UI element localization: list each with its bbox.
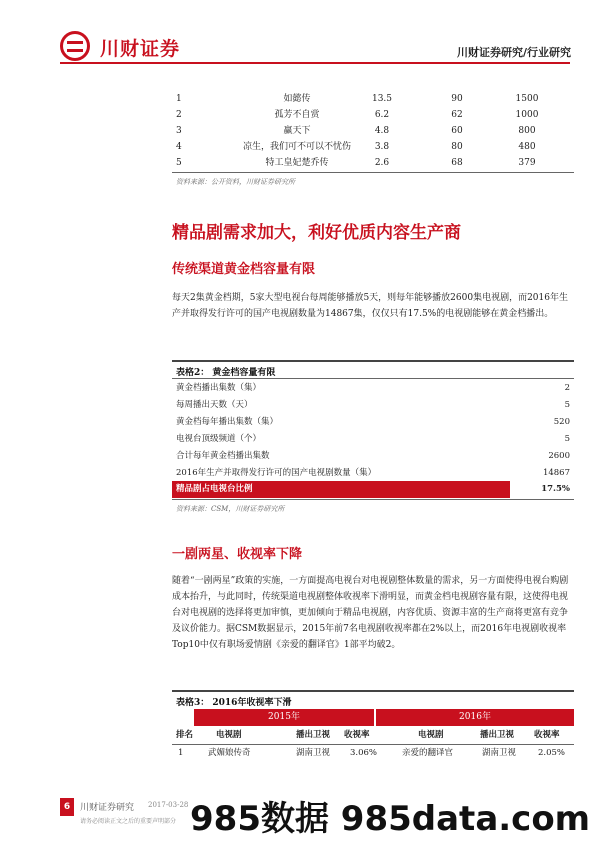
row-label: 黄金档播出集数（集） (176, 383, 262, 393)
row-label: 黄金档每年播出集数（集） (176, 417, 279, 427)
table-title: 表格3： 2016年收视率下滑 (176, 698, 292, 708)
value-cell: 379 (518, 158, 536, 168)
footer-disclaimer: 请务必阅读正文之后的重要声明部分 (80, 818, 177, 825)
title-cell: 特工皇妃楚乔传 (265, 158, 329, 168)
column-header: 收视率 (534, 730, 560, 740)
row-label: 2016年生产并取得发行许可的国产电视剧数量（集） (176, 468, 377, 478)
rating-cell: 2.05% (538, 748, 566, 758)
body-paragraph: 每天2集黄金档期，5家大型电视台每周能够播放5天，则每年能够播放2600集电视剧，而2016年生产并取得发行许可的国产电视剧数量为14867集，仅仅只有17.5%的电视剧能够在黄金档播出。 (172, 293, 568, 319)
highlight-row (172, 481, 574, 498)
title-cell: 凉生，我们可不可以不忧伤 (242, 142, 351, 152)
title-cell: 武媚娘传奇 (208, 748, 251, 758)
footer-brand: 川财证券研究 (80, 803, 135, 813)
value-cell: 68 (451, 158, 463, 168)
title-cell: 亲爱的翻译官 (402, 748, 454, 758)
row-label: 每周播出天数（天） (176, 400, 253, 410)
footer-date: 2017-03-28 (148, 801, 189, 809)
table-row (172, 431, 574, 448)
year-header-2016: 2016年 (376, 709, 574, 726)
value-cell: 90 (451, 94, 463, 104)
report-section-label: 川财证券研究/行业研究 (456, 46, 571, 59)
channel-cell: 湖南卫视 (296, 748, 331, 758)
ranking-table (172, 91, 572, 171)
year-header-2015: 2015年 (194, 709, 374, 726)
table-source-note: 资料来源：公开资料，川财证券研究所 (176, 178, 295, 186)
table-source-note: 资料来源：CSM，川财证券研究所 (176, 505, 285, 513)
table-row (172, 745, 574, 762)
rank-cell: 1 (178, 748, 184, 758)
page-number: 6 (60, 798, 74, 816)
row-label: 合计每年黄金档播出集数 (176, 451, 270, 461)
table-bottom-rule (172, 499, 574, 500)
table-top-rule (172, 360, 574, 362)
subsection-heading: 一剧两星、收视率下降 (172, 547, 303, 562)
table-row (172, 448, 574, 465)
table-title: 表格2： 黄金档容量有限 (176, 368, 276, 378)
table-row (172, 380, 574, 397)
value-cell: 480 (518, 142, 536, 152)
value-cell: 800 (518, 126, 536, 136)
table-row (172, 465, 574, 482)
channel-cell: 湖南卫视 (482, 748, 517, 758)
row-value: 14867 (542, 468, 570, 478)
table-row (172, 414, 574, 431)
value-cell: 1000 (515, 110, 539, 120)
value-cell: 60 (451, 126, 463, 136)
rank-cell: 4 (176, 142, 182, 152)
table-row (172, 155, 572, 171)
table-row (172, 123, 572, 139)
company-logo-text: 川财证券 (100, 38, 181, 60)
header-divider (60, 62, 570, 64)
rank-cell: 2 (176, 110, 182, 120)
row-value: 520 (553, 417, 570, 427)
table-header-rule (172, 378, 574, 379)
value-cell: 6.2 (374, 110, 390, 120)
table-row (172, 91, 572, 107)
table-top-rule (172, 690, 574, 692)
title-cell: 孤芳不自赏 (274, 110, 320, 120)
company-logo-icon (60, 31, 90, 61)
rank-cell: 1 (176, 94, 182, 104)
value-cell: 4.8 (374, 126, 390, 136)
column-header: 播出卫视 (480, 730, 515, 740)
title-cell: 如懿传 (283, 94, 311, 104)
row-value: 5 (564, 434, 570, 444)
row-value: 17.5% (510, 481, 574, 498)
subsection-heading: 传统渠道黄金档容量有限 (172, 262, 316, 277)
rank-cell: 5 (176, 158, 182, 168)
body-paragraph: 随着“一剧两星”政策的实施，一方面提高电视台对电视剧整体数量的需求，另一方面使得电视台购剧成本抬升，与此同时，传统渠道电视剧整体收视率下滑明显，而黄金档电视剧容量有限，这使得电视台对电视剧的选择将更加审慎，更加倾向于精品电视剧，内容优质、资源丰富的生产商将更富有竞争及议价能力。据CSM数据显示，2015年前7名电视剧收视率都在2%以上，而2016年电视剧收视率Top10中仅有职场爱情剧《亲爱的翻译官》1部平均破2。 (172, 576, 569, 650)
row-label: 精品剧占电视台比例 (176, 484, 253, 494)
table-row (172, 397, 574, 414)
section-heading: 精品剧需求加大，利好优质内容生产商 (172, 223, 461, 243)
value-cell: 80 (451, 142, 463, 152)
value-cell: 2.6 (374, 158, 390, 168)
table-header-row (172, 727, 574, 744)
table-row (172, 107, 572, 123)
rank-cell: 3 (176, 126, 182, 136)
row-value: 2600 (548, 451, 570, 461)
value-cell: 13.5 (371, 94, 393, 104)
value-cell: 62 (451, 110, 463, 120)
value-cell: 3.8 (374, 142, 390, 152)
table-row (172, 139, 572, 155)
table-bottom-rule (172, 172, 574, 173)
row-value: 2 (564, 383, 570, 393)
value-cell: 1500 (515, 94, 539, 104)
row-value: 5 (564, 400, 570, 410)
column-header: 收视率 (344, 730, 370, 740)
title-cell: 赢天下 (283, 126, 311, 136)
column-header: 电视剧 (216, 730, 242, 740)
column-header: 播出卫视 (296, 730, 331, 740)
rating-cell: 3.06% (350, 748, 378, 758)
column-header: 排名 (176, 730, 194, 740)
watermark: 985数据 985data.com (190, 799, 591, 839)
column-header: 电视剧 (418, 730, 444, 740)
row-label: 电视台顶级频道（个） (176, 434, 262, 444)
